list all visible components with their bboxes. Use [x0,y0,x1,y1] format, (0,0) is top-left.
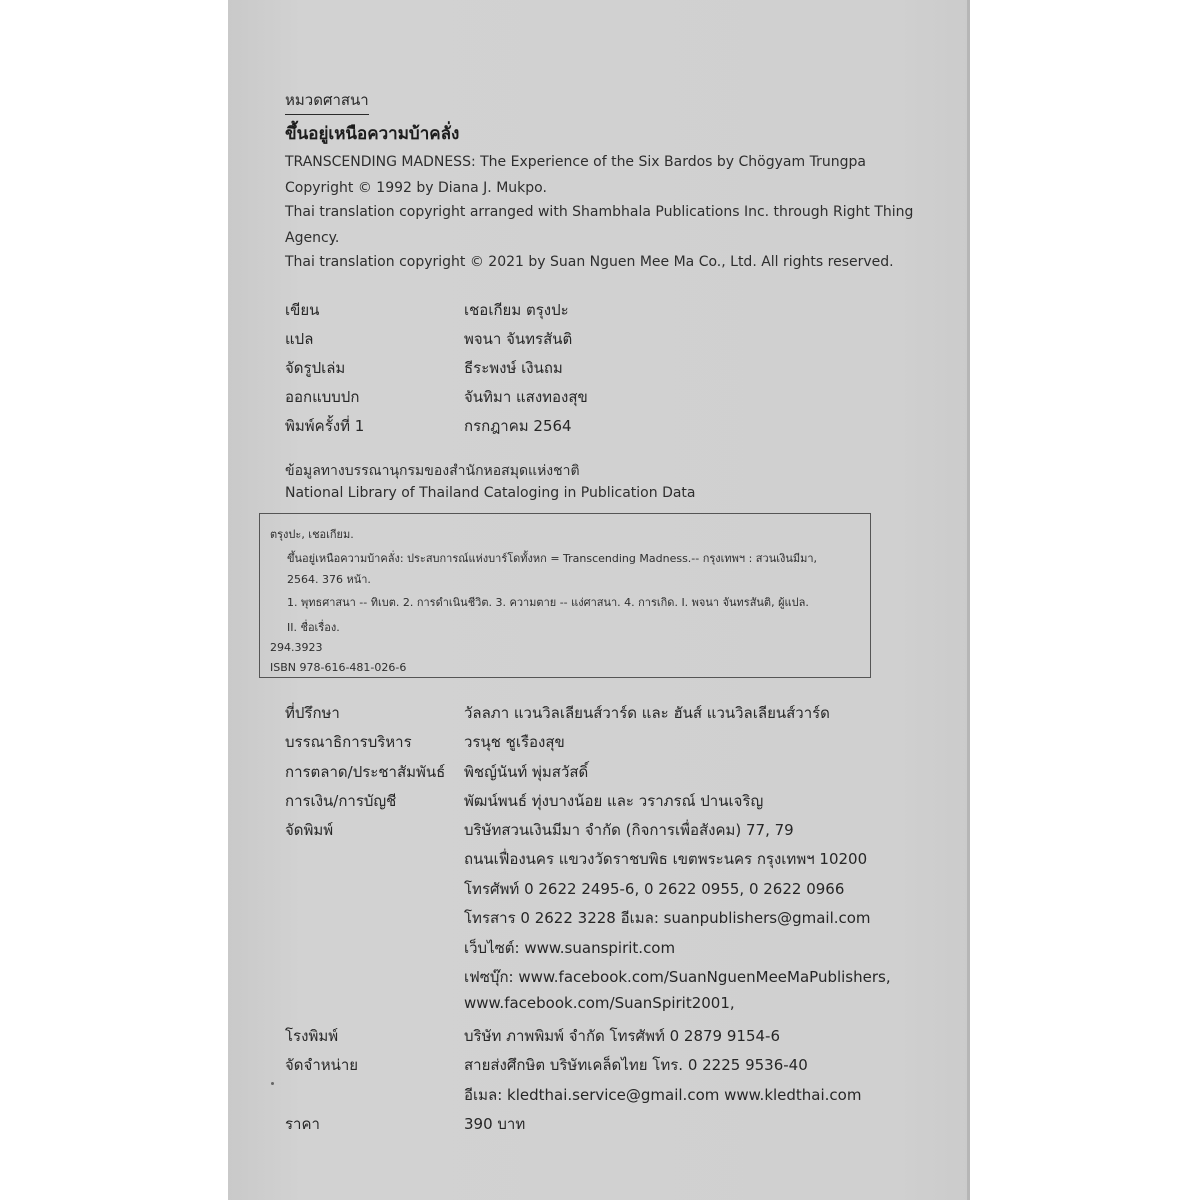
cip-heading-english: National Library of Thailand Cataloging in Publication Data [285,485,696,501]
credit-value: เชอเกียม ตรุงปะ [464,301,569,319]
staff-label: การเงิน/การบัญชี [285,792,397,810]
thai-book-title: ขึ้นอยู่เหนือความบ้าคลั่ง [285,124,460,144]
staff-label: จัดจำหน่าย [285,1056,359,1074]
staff-value: โทรศัพท์ 0 2622 2495-6, 0 2622 0955, 0 2622 0966 [464,880,845,898]
staff-value: โทรสาร 0 2622 3228 อีเมล: suanpublishers@gmail.com [464,909,871,927]
cip-pagination-line: 2564. 376 หน้า. [287,573,371,586]
staff-value: อีเมล: kledthai.service@gmail.com www.kledthai.com [464,1086,862,1104]
staff-label: ที่ปรึกษา [285,704,340,722]
cip-classification: 294.3923 [270,641,323,654]
staff-value: วรนุช ชูเรืองสุข [464,733,565,751]
cip-heading-thai: ข้อมูลทางบรรณานุกรมของสำนักหอสมุดแห่งชาติ [285,463,580,479]
staff-label: โรงพิมพ์ [285,1027,339,1045]
staff-value: เฟซบุ๊ก: www.facebook.com/SuanNguenMeeMaPublishers, [464,968,891,986]
staff-value: www.facebook.com/SuanSpirit2001, [464,994,735,1012]
staff-value: 390 บาท [464,1115,526,1133]
cip-title-line: ขึ้นอยู่เหนือความบ้าคลั่ง: ประสบการณ์แห่งบาร์โดทั้งหก = Transcending Madness.-- กรุงเทพฯ : สวนเงินมีมา, [287,552,818,565]
credit-label: แปล [285,330,314,348]
translation-arrangement-line: Thai translation copyright arranged with Shambhala Publications Inc. through Right Thing [285,204,914,220]
staff-value: พัฒน์พนธ์ ทุ่งบางน้อย และ วราภรณ์ ปานเจริญ [464,792,764,810]
translation-arrangement-line-cont: Agency. [285,230,340,246]
cip-subjects-line-cont: II. ชื่อเรื่อง. [287,621,340,634]
credit-label: เขียน [285,301,320,319]
credit-value: กรกฎาคม 2564 [464,417,572,435]
staff-value: วัลลภา แวนวิลเลียนส์วาร์ด และ ฮันส์ แวนวิลเลียนส์วาร์ด [464,704,830,722]
translation-copyright-line: Thai translation copyright © 2021 by Suan Nguen Mee Ma Co., Ltd. All rights reserved. [285,254,894,270]
staff-label: ราคา [285,1115,320,1133]
cip-data-box [259,513,871,678]
credit-value: จันทิมา แสงทองสุข [464,388,588,406]
credit-value: ธีระพงษ์ เงินถม [464,359,563,377]
staff-value: บริษัทสวนเงินมีมา จำกัด (กิจการเพื่อสังคม) 77, 79 [464,821,794,839]
staff-value: ถนนเฟื่องนคร แขวงวัดราชบพิธ เขตพระนคร กรุงเทพฯ 10200 [464,850,868,868]
category-label: หมวดศาสนา [285,88,369,115]
original-copyright-line: Copyright © 1992 by Diana J. Mukpo. [285,180,547,196]
staff-label: บรรณาธิการบริหาร [285,733,412,751]
staff-value: พิชญ์นันท์ พุ่มสวัสดิ์ [464,763,589,781]
credit-value: พจนา จันทรสันติ [464,330,573,348]
credit-label: จัดรูปเล่ม [285,359,346,377]
staff-value: บริษัท ภาพพิมพ์ จำกัด โทรศัพท์ 0 2879 9154-6 [464,1027,781,1045]
cip-subjects-line: 1. พุทธศาสนา -- ทิเบต. 2. การดำเนินชีวิต. 3. ความตาย -- แง่ศาสนา. 4. การเกิด. I. พจนา จันทรสันติ, ผู้แปล. [287,596,809,609]
cip-isbn: ISBN 978-616-481-026-6 [270,661,407,674]
credit-label: ออกแบบปก [285,388,360,406]
staff-label: จัดพิมพ์ [285,821,334,839]
cip-author: ตรุงปะ, เชอเกียม. [270,528,354,541]
credit-label: พิมพ์ครั้งที่ 1 [285,417,365,435]
staff-label: การตลาด/ประชาสัมพันธ์ [285,763,446,781]
staff-value: เว็บไซต์: www.suanspirit.com [464,939,676,957]
print-speck [271,1082,274,1085]
original-title-line: TRANSCENDING MADNESS: The Experience of the Six Bardos by Chögyam Trungpa [285,154,866,170]
staff-value: สายส่งศึกษิต บริษัทเคล็ดไทย โทร. 0 2225 9536-40 [464,1056,808,1074]
book-copyright-page [228,0,970,1200]
